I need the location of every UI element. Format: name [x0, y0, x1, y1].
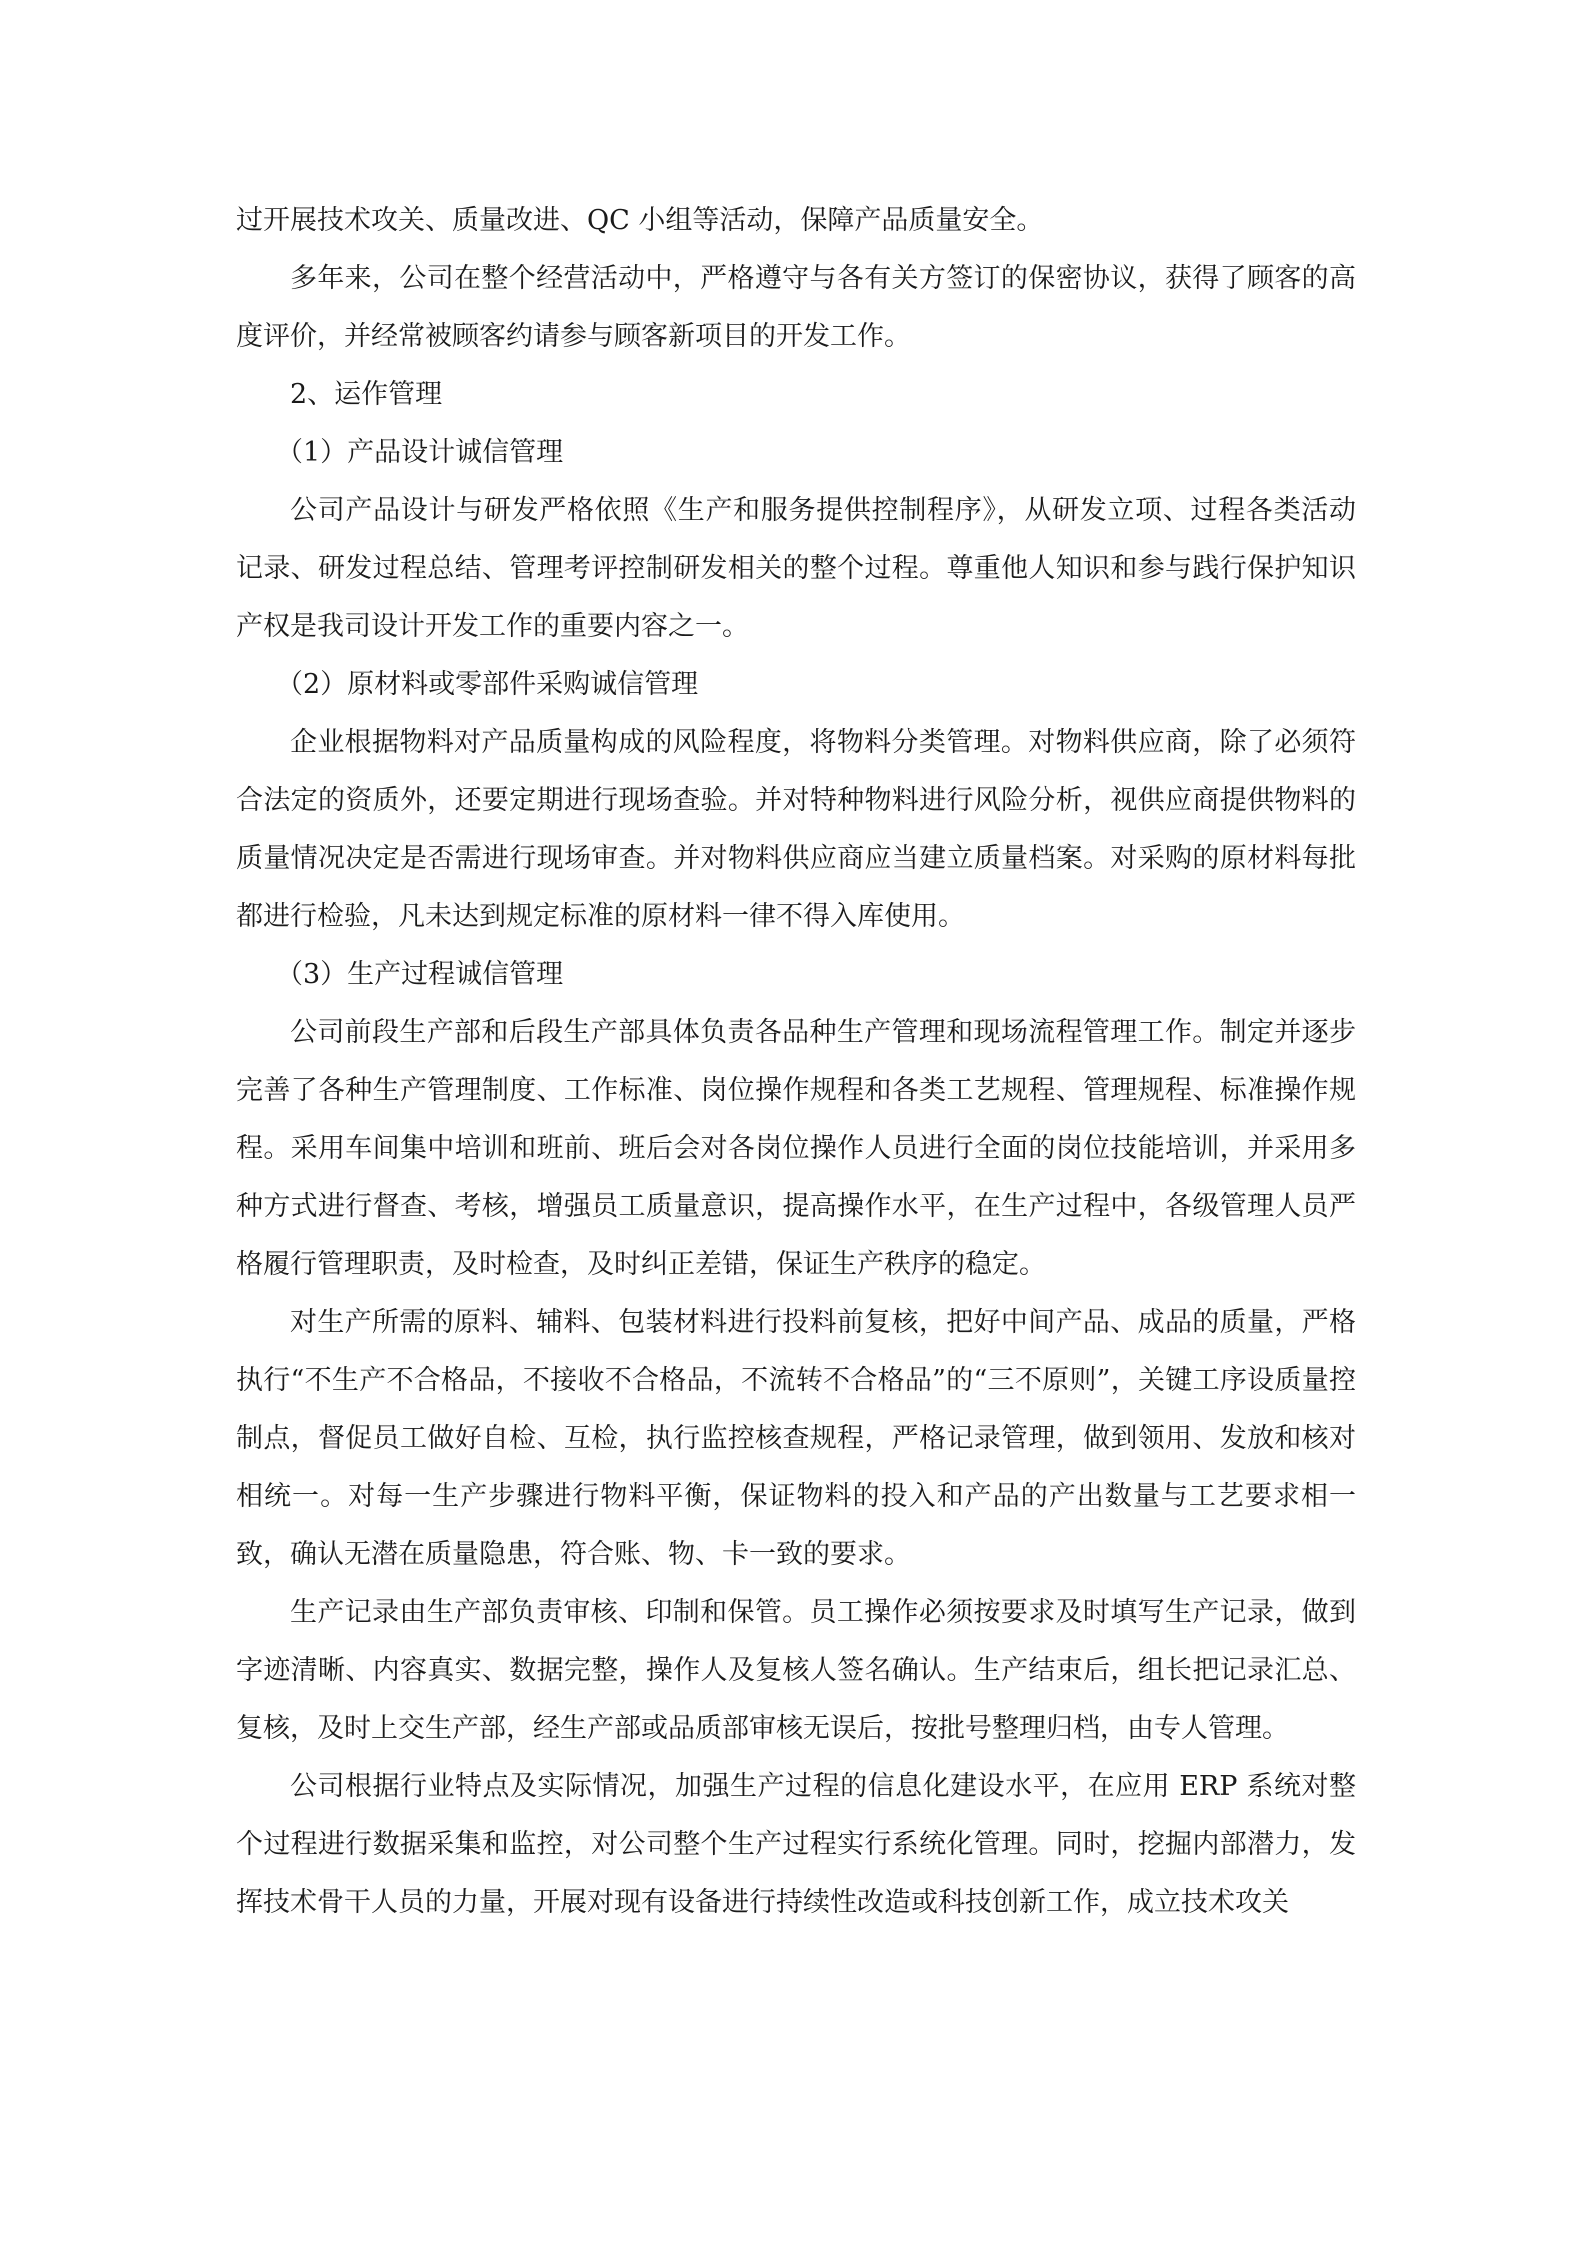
paragraph-production-management: 公司前段生产部和后段生产部具体负责各品种生产管理和现场流程管理工作。制定并逐步完善了各种生产管理制度、工作标准、岗位操作规程和各类工艺规程、管理规程、标准操作规程。采用车间集中培训和班前、班后会对各岗位操作人员进行全面的岗位技能培训，并采用多种方式进行督查、考核，增强员工质量意识，提高操作水平，在生产过程中，各级管理人员严格履行管理职责，及时检查，及时纠正差错，保证生产秩序的稳定。 — [236, 1017, 1356, 1280]
paragraph-procurement: 企业根据物料对产品质量构成的风险程度，将物料分类管理。对物料供应商，除了必须符合法定的资质外，还要定期进行现场查验。并对特种物料进行风险分析，视供应商提供物料的质量情况决定是否需进行现场审查。并对物料供应商应当建立质量档案。对采购的原材料每批都进行检验，凡未达到规定标准的原材料一律不得入库使用。 — [236, 727, 1356, 932]
paragraph-informatization: 公司根据行业特点及实际情况，加强生产过程的信息化建设水平，在应用 ERP 系统对整个过程进行数据采集和监控，对公司整个生产过程实行系统化管理。同时，挖掘内部潜力，发挥技术骨干人员的力量，开展对现有设备进行持续性改造或科技创新工作，成立技术攻关 — [236, 1771, 1356, 1918]
document-page — [236, 192, 1356, 1932]
section-heading-operation-management: 2、运作管理 — [290, 379, 443, 410]
paragraph-continuation: 过开展技术攻关、质量改进、QC 小组等活动，保障产品质量安全。 — [236, 205, 1044, 236]
paragraph-product-design: 公司产品设计与研发严格依照《生产和服务提供控制程序》，从研发立项、过程各类活动记录、研发过程总结、管理考评控制研发相关的整个过程。尊重他人知识和参与践行保护知识产权是我司设计开发工作的重要内容之一。 — [236, 495, 1356, 642]
paragraph-confidentiality: 多年来，公司在整个经营活动中，严格遵守与各有关方签订的保密协议，获得了顾客的高度评价，并经常被顾客约请参与顾客新项目的开发工作。 — [236, 263, 1356, 352]
subheading-production-process: （3）生产过程诚信管理 — [276, 959, 564, 990]
paragraph-production-records: 生产记录由生产部负责审核、印制和保管。员工操作必须按要求及时填写生产记录，做到字迹清晰、内容真实、数据完整，操作人及复核人签名确认。生产结束后，组长把记录汇总、复核，及时上交生产部，经生产部或品质部审核无误后，按批号整理归档，由专人管理。 — [236, 1597, 1356, 1744]
subheading-product-design: （1）产品设计诚信管理 — [276, 437, 564, 468]
paragraph-materials-check: 对生产所需的原料、辅料、包装材料进行投料前复核，把好中间产品、成品的质量，严格执行“不生产不合格品，不接收不合格品，不流转不合格品”的“三不原则”，关键工序设质量控制点，督促员工做好自检、互检，执行监控核查规程，严格记录管理，做到领用、发放和核对相统一。对每一生产步骤进行物料平衡，保证物料的投入和产品的产出数量与工艺要求相一致，确认无潜在质量隐患，符合账、物、卡一致的要求。 — [236, 1307, 1356, 1570]
subheading-procurement: （2）原材料或零部件采购诚信管理 — [276, 669, 699, 700]
